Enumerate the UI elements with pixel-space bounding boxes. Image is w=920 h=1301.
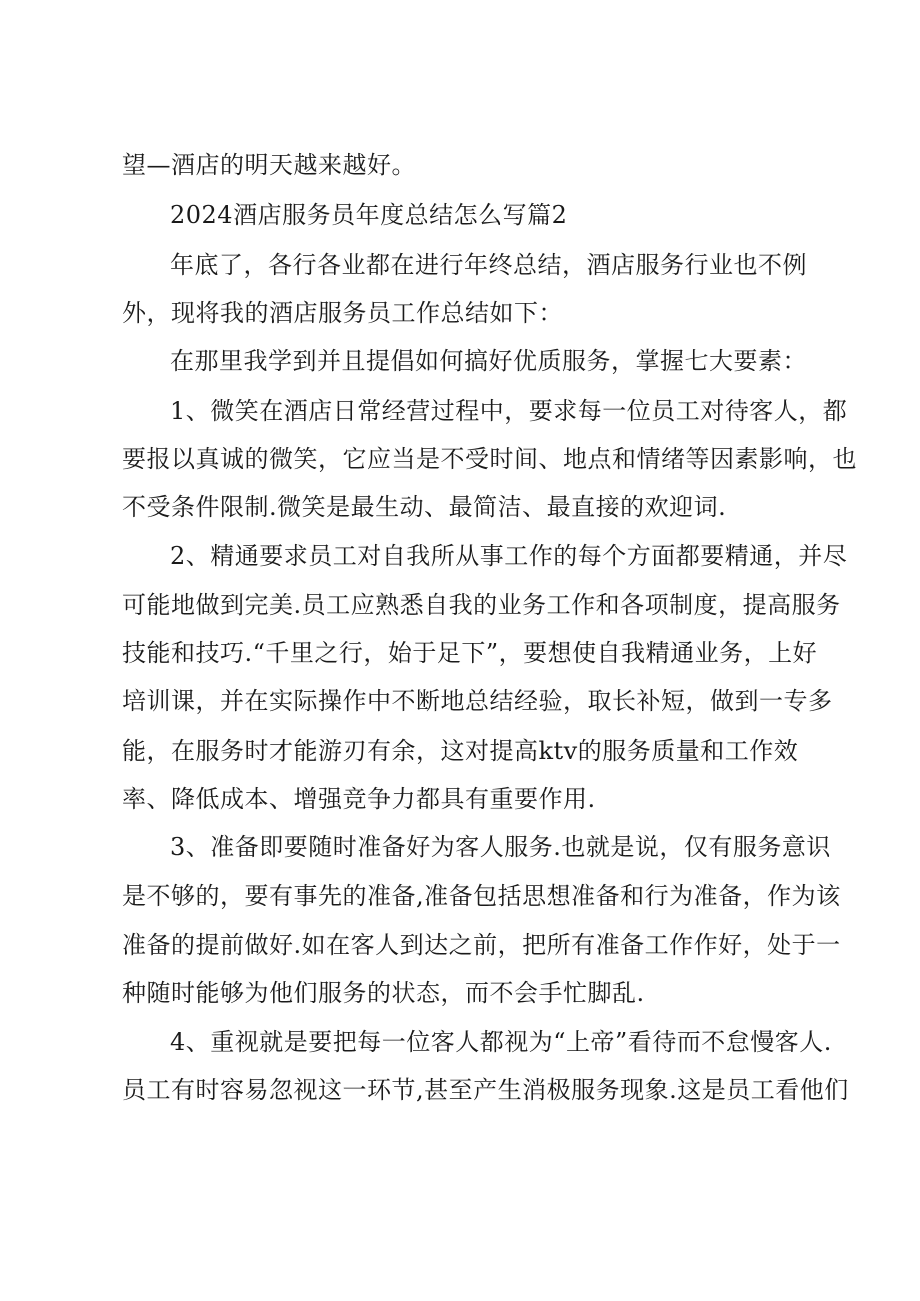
text-line: 不受条件限制.微笑是最生动、最简洁、最直接的欢迎词.: [122, 493, 727, 521]
text-line: 率、降低成本、增强竞争力都具有重要作用.: [122, 785, 596, 813]
text-line: 可能地做到完美.员工应熟悉自我的业务工作和各项制度，提高服务: [122, 591, 841, 619]
text-line: 种随时能够为他们服务的状态，而不会手忙脚乱.: [122, 979, 645, 1007]
section-heading: 2024酒店服务员年度总结怎么写篇2: [170, 201, 568, 229]
text-line: 在那里我学到并且提倡如何搞好优质服务，掌握七大要素：: [170, 347, 807, 375]
text-line: 外，现将我的酒店服务员工作总结如下：: [122, 299, 563, 327]
text-line: 1、微笑在酒店日常经营过程中，要求每一位员工对待客人，都: [170, 397, 848, 425]
text-line: 4、重视就是要把每一位客人都视为“上帝”看待而不怠慢客人.: [170, 1028, 832, 1056]
text-line: 2、精通要求员工对自我所从事工作的每个方面都要精通，并尽: [170, 542, 848, 570]
text-line: 望—酒店的明天越来越好。: [122, 151, 416, 179]
text-line: 年底了，各行各业都在进行年终总结，酒店服务行业也不例: [170, 251, 807, 279]
text-line: 3、准备即要随时准备好为客人服务.也就是说，仅有服务意识: [170, 833, 831, 861]
text-line: 培训课，并在实际操作中不断地总结经验，取长补短，做到一专多: [122, 687, 833, 715]
text-line: 员工有时容易忽视这一环节,甚至产生消极服务现象.这是员工看他们: [122, 1076, 849, 1104]
text-line: 技能和技巧.“千里之行，始于足下”，要想使自我精通业务，上好: [122, 639, 818, 667]
text-line: 准备的提前做好.如在客人到达之前，把所有准备工作作好，处于一: [122, 931, 841, 959]
text-line: 要报以真诚的微笑，它应当是不受时间、地点和情绪等因素影响，也: [122, 445, 857, 473]
text-line: 能，在服务时才能游刃有余，这对提高ktv的服务质量和工作效: [122, 737, 799, 765]
text-line: 是不够的，要有事先的准备,准备包括思想准备和行为准备，作为该: [122, 882, 841, 910]
